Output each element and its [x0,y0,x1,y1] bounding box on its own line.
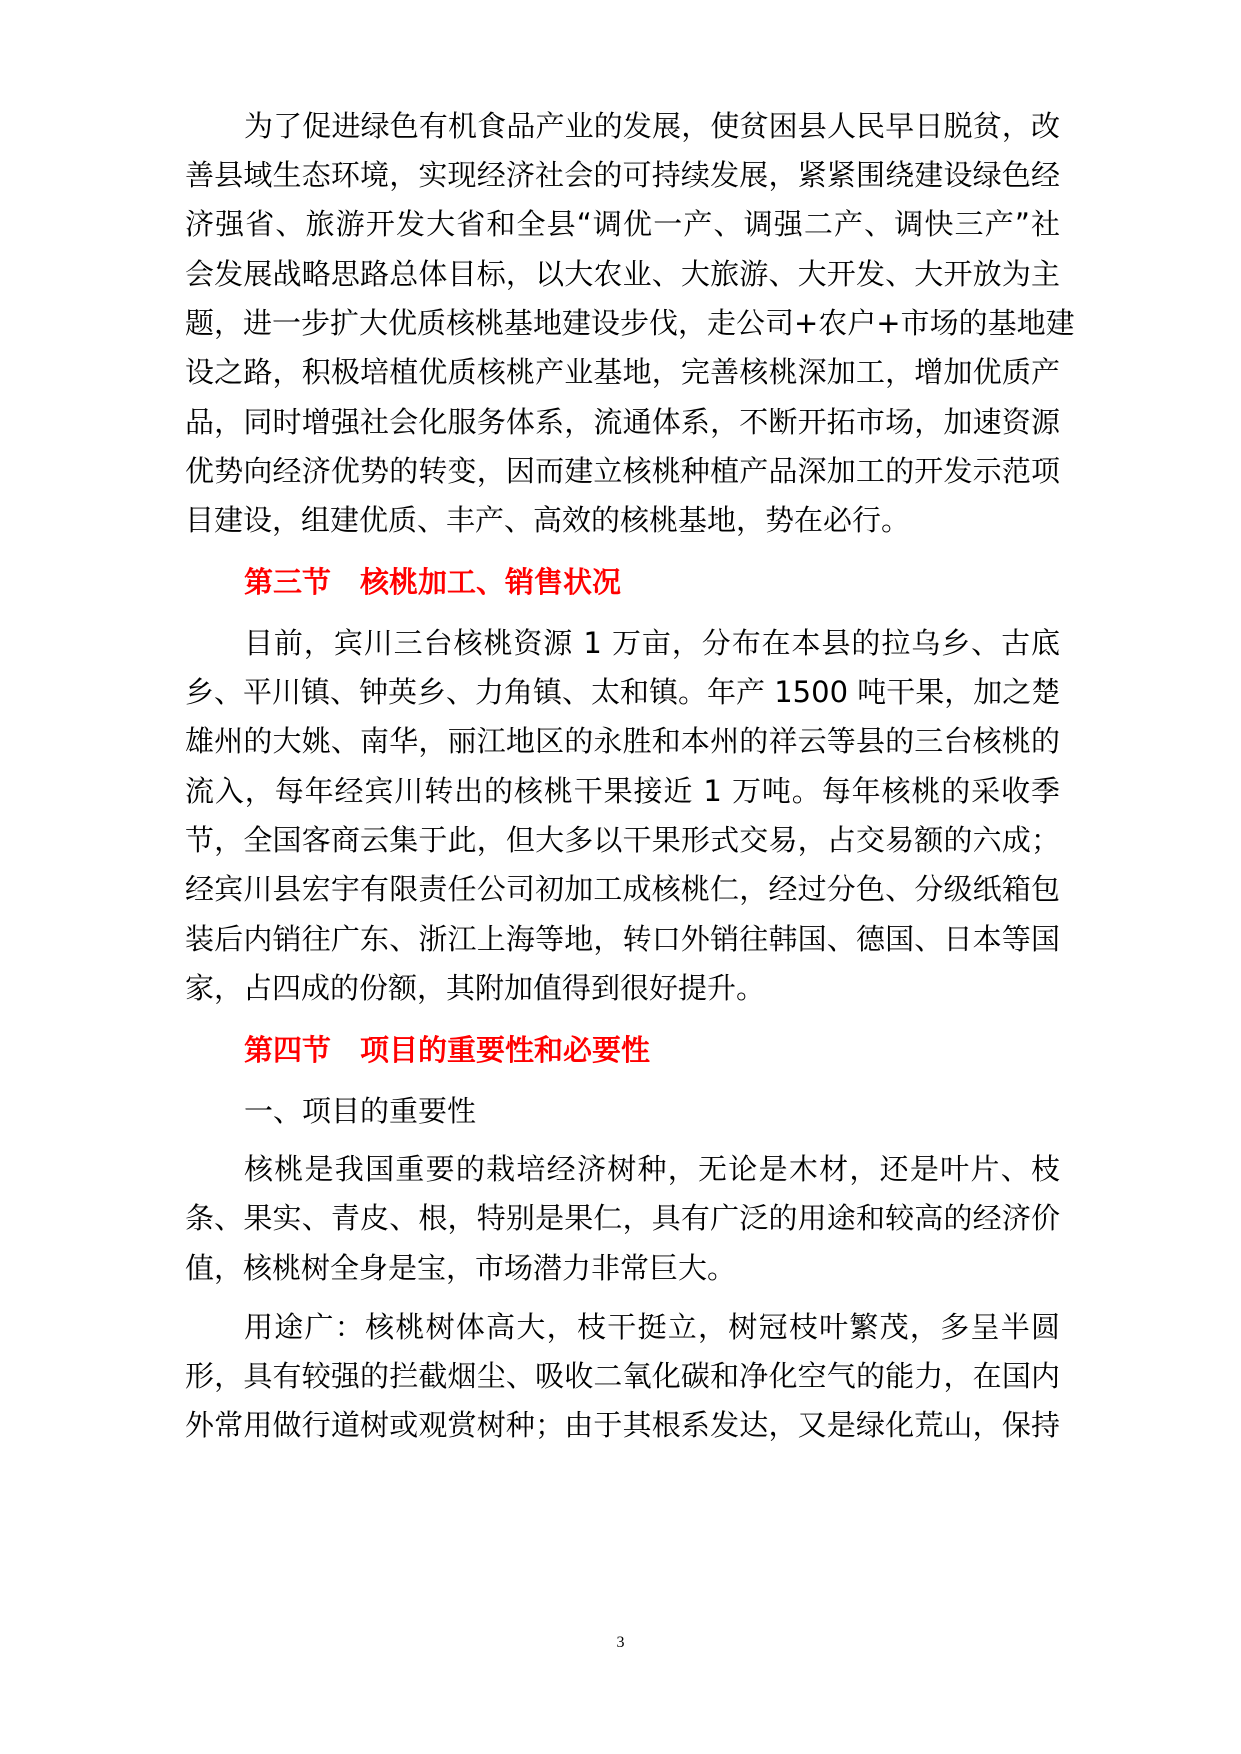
section-heading: 第三节 核桃加工、销售状况 [244,565,622,599]
paragraph-line: 为了促进绿色有机食品产业的发展，使贫困县人民早日脱贫，改 [244,109,1060,143]
paragraph-line: 节，全国客商云集于此，但大多以干果形式交易，占交易额的六成； [185,823,1060,857]
paragraph-line: 目前，宾川三台核桃资源 1 万亩，分布在本县的拉乌乡、古底 [244,626,1060,660]
paragraph-line: 济强省、旅游开发大省和全县“调优一产、调强二产、调快三产”社 [185,207,1060,241]
paragraph-line: 形，具有较强的拦截烟尘、吸收二氧化碳和净化空气的能力，在国内 [185,1359,1060,1393]
paragraph-line: 装后内销往广东、浙江上海等地，转口外销往韩国、德国、日本等国 [185,922,1060,956]
page-number: 3 [616,1634,625,1651]
paragraph-line: 核桃是我国重要的栽培经济树种，无论是木材，还是叶片、枝 [244,1152,1060,1186]
subheading: 一、项目的重要性 [244,1094,477,1128]
paragraph-line: 品，同时增强社会化服务体系，流通体系，不断开拓市场，加速资源 [185,405,1060,439]
paragraph-line: 乡、平川镇、钟英乡、力角镇、太和镇。年产 1500 吨干果，加之楚 [185,675,1061,709]
paragraph-line: 题，进一步扩大优质核桃基地建设步伐，走公司+农户+市场的基地建 [185,306,1075,340]
paragraph-line: 设之路，积极培植优质核桃产业基地，完善核桃深加工，增加优质产 [185,355,1060,389]
paragraph-line: 会发展战略思路总体目标，以大农业、大旅游、大开发、大开放为主 [185,257,1060,291]
paragraph-line: 经宾川县宏宇有限责任公司初加工成核桃仁，经过分色、分级纸箱包 [185,872,1060,906]
section-heading: 第四节 项目的重要性和必要性 [244,1033,651,1067]
paragraph-line: 流入，每年经宾川转出的核桃干果接近 1 万吨。每年核桃的采收季 [185,774,1060,808]
paragraph-line: 用途广：核桃树体高大，枝干挺立，树冠枝叶繁茂，多呈半圆 [244,1310,1060,1344]
paragraph-line: 雄州的大姚、南华，丽江地区的永胜和本州的祥云等县的三台核桃的 [185,724,1060,758]
paragraph-line: 家，占四成的份额，其附加值得到很好提升。 [185,971,766,1005]
paragraph-line: 优势向经济优势的转变，因而建立核桃种植产品深加工的开发示范项 [185,454,1060,488]
paragraph-line: 目建设，组建优质、丰产、高效的核桃基地，势在必行。 [185,503,911,537]
paragraph-line: 外常用做行道树或观赏树种；由于其根系发达，又是绿化荒山，保持 [185,1408,1060,1442]
paragraph-line: 条、果实、青皮、根，特别是果仁，具有广泛的用途和较高的经济价 [185,1201,1060,1235]
paragraph-line: 值，核桃树全身是宝，市场潜力非常巨大。 [185,1251,737,1285]
paragraph-line: 善县域生态环境，实现经济社会的可持续发展，紧紧围绕建设绿色经 [185,158,1060,192]
